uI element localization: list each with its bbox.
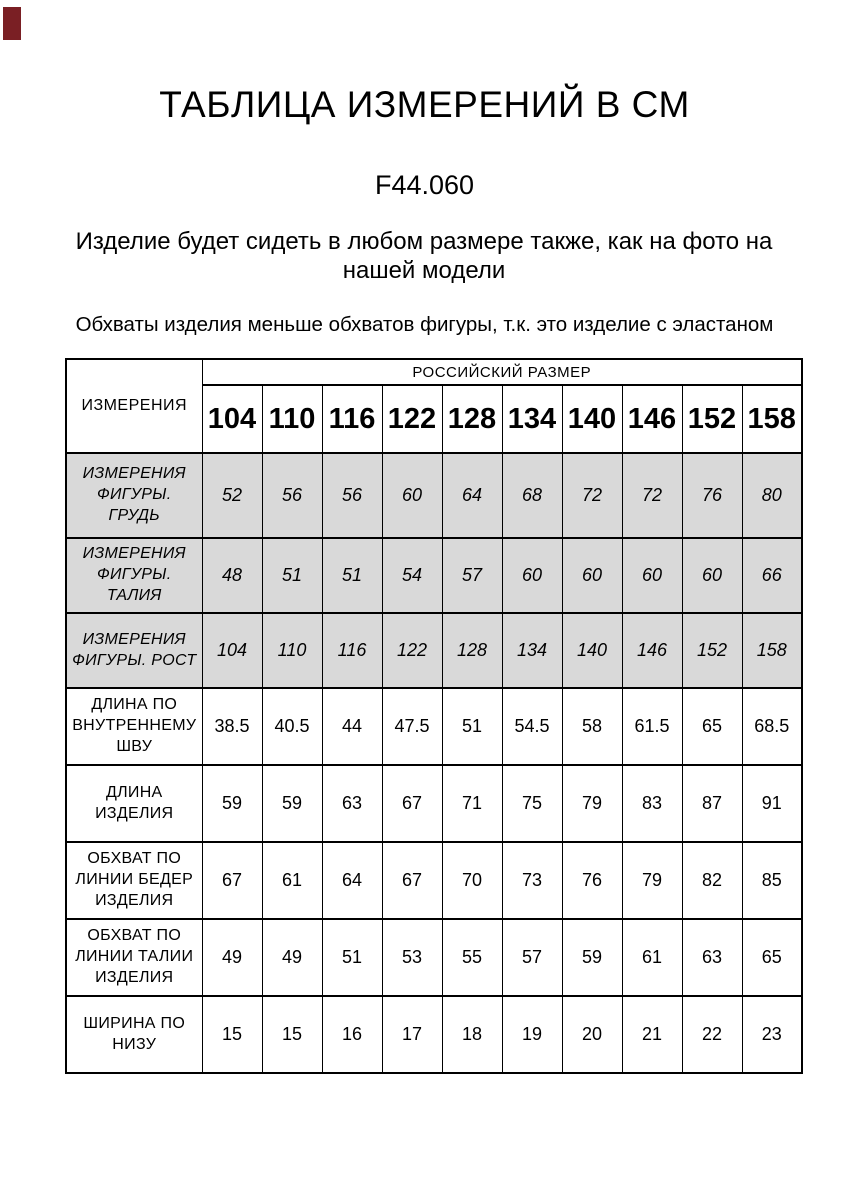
- measurement-value: 67: [382, 842, 442, 919]
- measurement-value: 65: [682, 688, 742, 765]
- measurement-value: 70: [442, 842, 502, 919]
- measurement-value: 87: [682, 765, 742, 842]
- measurements-column-header: ИЗМЕРЕНИЯ: [66, 359, 202, 453]
- measurement-value: 152: [682, 613, 742, 688]
- table-row: [66, 688, 802, 765]
- measurement-value: 76: [562, 842, 622, 919]
- table-row: [66, 842, 802, 919]
- size-header-cell: 140: [562, 385, 622, 453]
- measurement-value: 54: [382, 538, 442, 613]
- measurement-value: 66: [742, 538, 802, 613]
- size-header-cell: 116: [322, 385, 382, 453]
- measurement-value: 52: [202, 453, 262, 538]
- measurement-value: 79: [562, 765, 622, 842]
- measurement-value: 51: [262, 538, 322, 613]
- measurement-value: 15: [202, 996, 262, 1073]
- measurement-value: 134: [502, 613, 562, 688]
- measurement-value: 80: [742, 453, 802, 538]
- size-header-cell: 104: [202, 385, 262, 453]
- measurement-value: 73: [502, 842, 562, 919]
- row-label: ИЗМЕРЕНИЯ ФИГУРЫ. ТАЛИЯ: [66, 538, 202, 613]
- measurement-value: 79: [622, 842, 682, 919]
- measurements-table: [65, 358, 803, 1074]
- measurement-value: 63: [322, 765, 382, 842]
- measurement-value: 122: [382, 613, 442, 688]
- measurement-value: 56: [322, 453, 382, 538]
- row-label: ОБХВАТ ПО ЛИНИИ БЕДЕР ИЗДЕЛИЯ: [66, 842, 202, 919]
- measurement-value: 64: [442, 453, 502, 538]
- measurement-value: 55: [442, 919, 502, 996]
- size-header-cell: 152: [682, 385, 742, 453]
- measurement-value: 146: [622, 613, 682, 688]
- measurement-value: 49: [202, 919, 262, 996]
- measurement-value: 72: [622, 453, 682, 538]
- measurement-value: 76: [682, 453, 742, 538]
- measurement-value: 82: [682, 842, 742, 919]
- measurement-value: 20: [562, 996, 622, 1073]
- measurement-value: 47.5: [382, 688, 442, 765]
- measurement-value: 49: [262, 919, 322, 996]
- brand-corner-mark: [3, 7, 21, 40]
- measurement-value: 19: [502, 996, 562, 1073]
- size-header-cell: 146: [622, 385, 682, 453]
- measurement-value: 67: [202, 842, 262, 919]
- measurement-value: 64: [322, 842, 382, 919]
- measurement-value: 57: [442, 538, 502, 613]
- measurement-value: 60: [382, 453, 442, 538]
- measurement-value: 58: [562, 688, 622, 765]
- measurement-value: 23: [742, 996, 802, 1073]
- row-label: ИЗМЕРЕНИЯ ФИГУРЫ. РОСТ: [66, 613, 202, 688]
- measurement-value: 51: [322, 538, 382, 613]
- article-code: F44.060: [374, 170, 475, 200]
- measurement-value: 60: [622, 538, 682, 613]
- measurement-value: 61: [262, 842, 322, 919]
- measurement-value: 128: [442, 613, 502, 688]
- row-label: ДЛИНА ИЗДЕЛИЯ: [66, 765, 202, 842]
- size-header-cell: 158: [742, 385, 802, 453]
- table-row: [66, 538, 802, 613]
- russian-size-header: РОССИЙСКИЙ РАЗМЕР: [202, 359, 802, 385]
- measurement-value: 60: [562, 538, 622, 613]
- measurement-value: 15: [262, 996, 322, 1073]
- table-row: [66, 613, 802, 688]
- table-row: [66, 996, 802, 1073]
- measurement-value: 22: [682, 996, 742, 1073]
- measurement-value: 72: [562, 453, 622, 538]
- measurement-value: 18: [442, 996, 502, 1073]
- measurement-value: 57: [502, 919, 562, 996]
- measurement-value: 61: [622, 919, 682, 996]
- measurement-value: 110: [262, 613, 322, 688]
- measurement-value: 104: [202, 613, 262, 688]
- fit-note: Изделие будет сидеть в любом размере также, как на фото на нашей модели: [75, 228, 773, 285]
- measurement-value: 85: [742, 842, 802, 919]
- measurement-value: 60: [502, 538, 562, 613]
- measurement-value: 67: [382, 765, 442, 842]
- measurement-value: 65: [742, 919, 802, 996]
- measurement-value: 60: [682, 538, 742, 613]
- table-row: [66, 453, 802, 538]
- row-label: ШИРИНА ПО НИЗУ: [66, 996, 202, 1073]
- measurement-value: 61.5: [622, 688, 682, 765]
- row-label: ОБХВАТ ПО ЛИНИИ ТАЛИИ ИЗДЕЛИЯ: [66, 919, 202, 996]
- measurement-value: 21: [622, 996, 682, 1073]
- size-header-cell: 110: [262, 385, 322, 453]
- measurement-value: 51: [442, 688, 502, 765]
- measurement-value: 53: [382, 919, 442, 996]
- measurement-value: 116: [322, 613, 382, 688]
- measurement-value: 83: [622, 765, 682, 842]
- size-header-cell: 134: [502, 385, 562, 453]
- row-label: ИЗМЕРЕНИЯ ФИГУРЫ. ГРУДЬ: [66, 453, 202, 538]
- measurement-value: 59: [202, 765, 262, 842]
- measurement-value: 17: [382, 996, 442, 1073]
- measurement-value: 71: [442, 765, 502, 842]
- row-label: ДЛИНА ПО ВНУТРЕННЕМУ ШВУ: [66, 688, 202, 765]
- table-header: [66, 359, 802, 453]
- measurement-value: 140: [562, 613, 622, 688]
- measurement-value: 75: [502, 765, 562, 842]
- measurement-value: 158: [742, 613, 802, 688]
- table-row: [66, 919, 802, 996]
- measurement-value: 16: [322, 996, 382, 1073]
- measurement-value: 91: [742, 765, 802, 842]
- measurement-value: 59: [562, 919, 622, 996]
- size-header-cell: 122: [382, 385, 442, 453]
- measurement-value: 40.5: [262, 688, 322, 765]
- russian-size-header-row: [66, 359, 802, 385]
- measurement-value: 68: [502, 453, 562, 538]
- measurement-value: 48: [202, 538, 262, 613]
- elastane-note: Обхваты изделия меньше обхватов фигуры, т.к. это изделие с эластаном: [75, 313, 774, 336]
- size-header-cell: 128: [442, 385, 502, 453]
- measurement-value: 59: [262, 765, 322, 842]
- table-row: [66, 765, 802, 842]
- measurement-value: 51: [322, 919, 382, 996]
- table-body: [66, 453, 802, 1073]
- measurement-value: 63: [682, 919, 742, 996]
- measurement-value: 54.5: [502, 688, 562, 765]
- measurement-value: 68.5: [742, 688, 802, 765]
- measurement-value: 56: [262, 453, 322, 538]
- measurement-value: 38.5: [202, 688, 262, 765]
- measurement-value: 44: [322, 688, 382, 765]
- page-title: ТАБЛИЦА ИЗМЕРЕНИЙ В СМ: [159, 84, 690, 125]
